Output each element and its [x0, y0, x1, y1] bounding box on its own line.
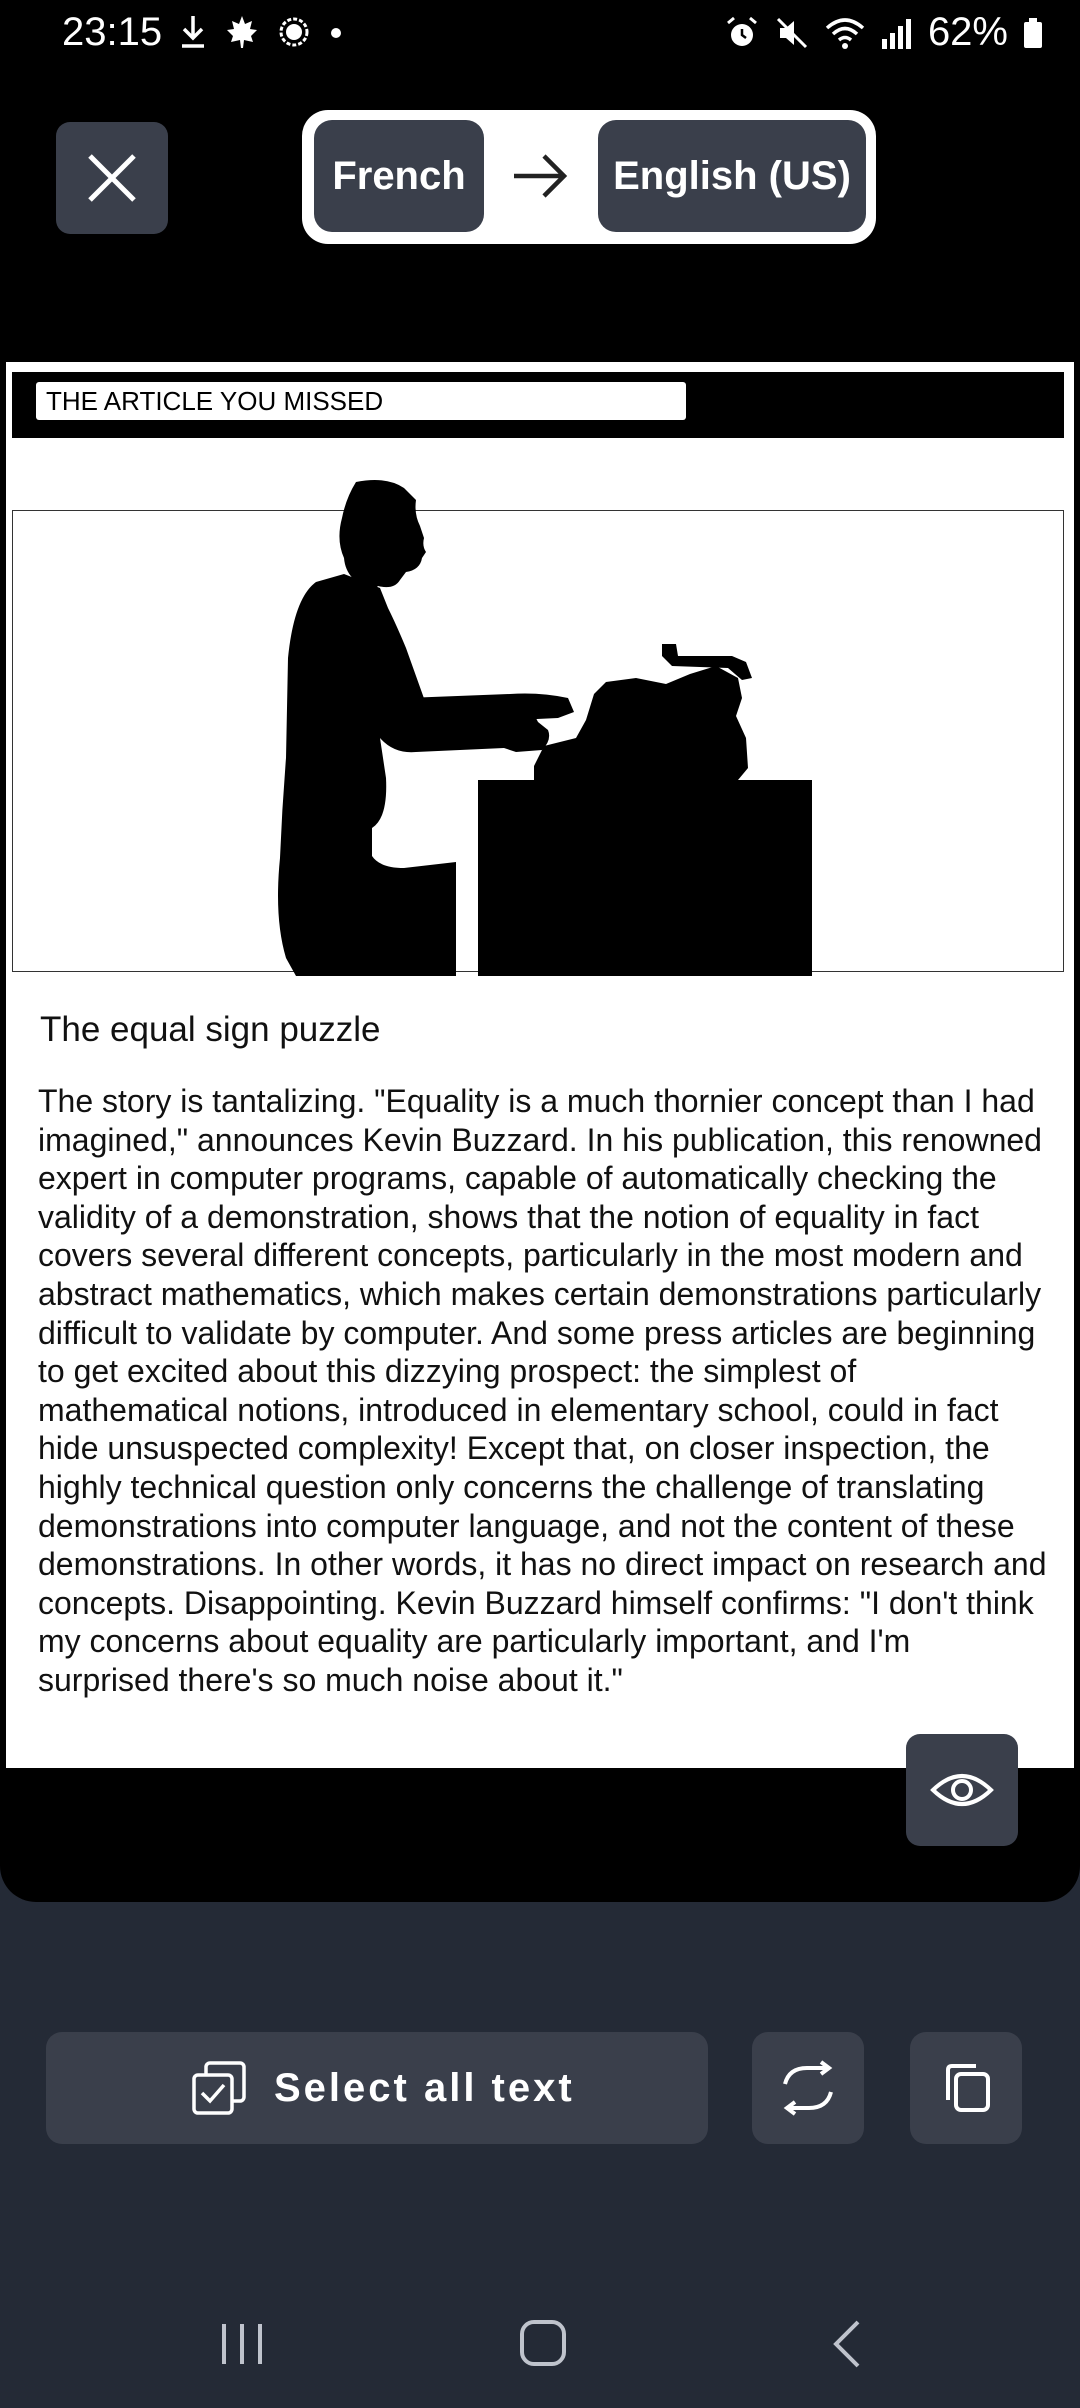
select-all-icon	[190, 2059, 248, 2117]
document-header-label: THE ARTICLE YOU MISSED	[36, 382, 686, 420]
battery-percentage: 62%	[927, 10, 1008, 54]
select-all-text-button[interactable]	[46, 2032, 708, 2144]
refresh-icon	[777, 2060, 839, 2116]
recent-apps-button[interactable]	[218, 2320, 266, 2368]
maple-leaf-icon	[224, 14, 260, 50]
dot-icon	[328, 14, 344, 50]
target-language-button[interactable]	[598, 120, 866, 232]
status-bar	[0, 0, 1080, 72]
messaging-icon	[276, 14, 312, 50]
arrow-right-icon	[508, 148, 572, 204]
typing-man-illustration	[276, 478, 816, 976]
home-button[interactable]	[518, 2318, 568, 2368]
eye-icon	[930, 1768, 994, 1812]
mute-icon	[774, 15, 810, 51]
alarm-icon	[724, 15, 760, 51]
back-button[interactable]	[830, 2318, 864, 2370]
select-all-text-label: Select all text	[274, 2065, 575, 2110]
show-original-button[interactable]	[906, 1734, 1018, 1846]
wifi-icon	[824, 15, 866, 51]
signal-icon	[880, 15, 914, 51]
navigation-bar	[0, 2300, 1080, 2380]
article-title: The equal sign puzzle	[40, 1010, 381, 1049]
target-language-label: English (US)	[613, 153, 851, 198]
source-language-label: French	[332, 153, 466, 198]
battery-icon	[1022, 15, 1044, 51]
status-system-icons	[724, 10, 1044, 55]
download-icon	[178, 14, 208, 50]
translated-document	[6, 362, 1074, 1768]
status-time: 23:15	[62, 10, 163, 54]
close-icon	[85, 151, 139, 205]
article-body: The story is tantalizing. "Equality is a much thornier concept than I had imagined," announces Kevin Buzzard. In his publication, this renowned expert in computer programs, capable of automatically checking the validity of a demonstration, shows that the notion of equality in fact covers several different concepts, particularly in the most modern and abstract mathematics, which makes certain demonstrations particularly difficult to validate by computer. And some press articles are beginning to get excited about this dizzying prospect: the simplest of mathematical notions, introduced in elementary school, could in fact hide unsuspected complexity! Except that, on closer inspection, the highly technical question only concerns the challenge of translating demonstrations into computer language, and not the content of these demonstrations. In other words, it has no direct impact on research and concepts. Disappointing. Kevin Buzzard himself confirms: "I don't think my concerns about equality are particularly important, and I'm surprised there's so much noise about it."	[38, 1083, 1047, 1698]
status-notification-icons	[178, 14, 344, 50]
language-selector	[302, 110, 876, 244]
copy-icon	[938, 2060, 994, 2116]
translation-panel	[0, 72, 1080, 1902]
source-language-button[interactable]	[314, 120, 484, 232]
close-button[interactable]	[56, 122, 168, 234]
retranslate-button[interactable]	[752, 2032, 864, 2144]
copy-button[interactable]	[910, 2032, 1022, 2144]
